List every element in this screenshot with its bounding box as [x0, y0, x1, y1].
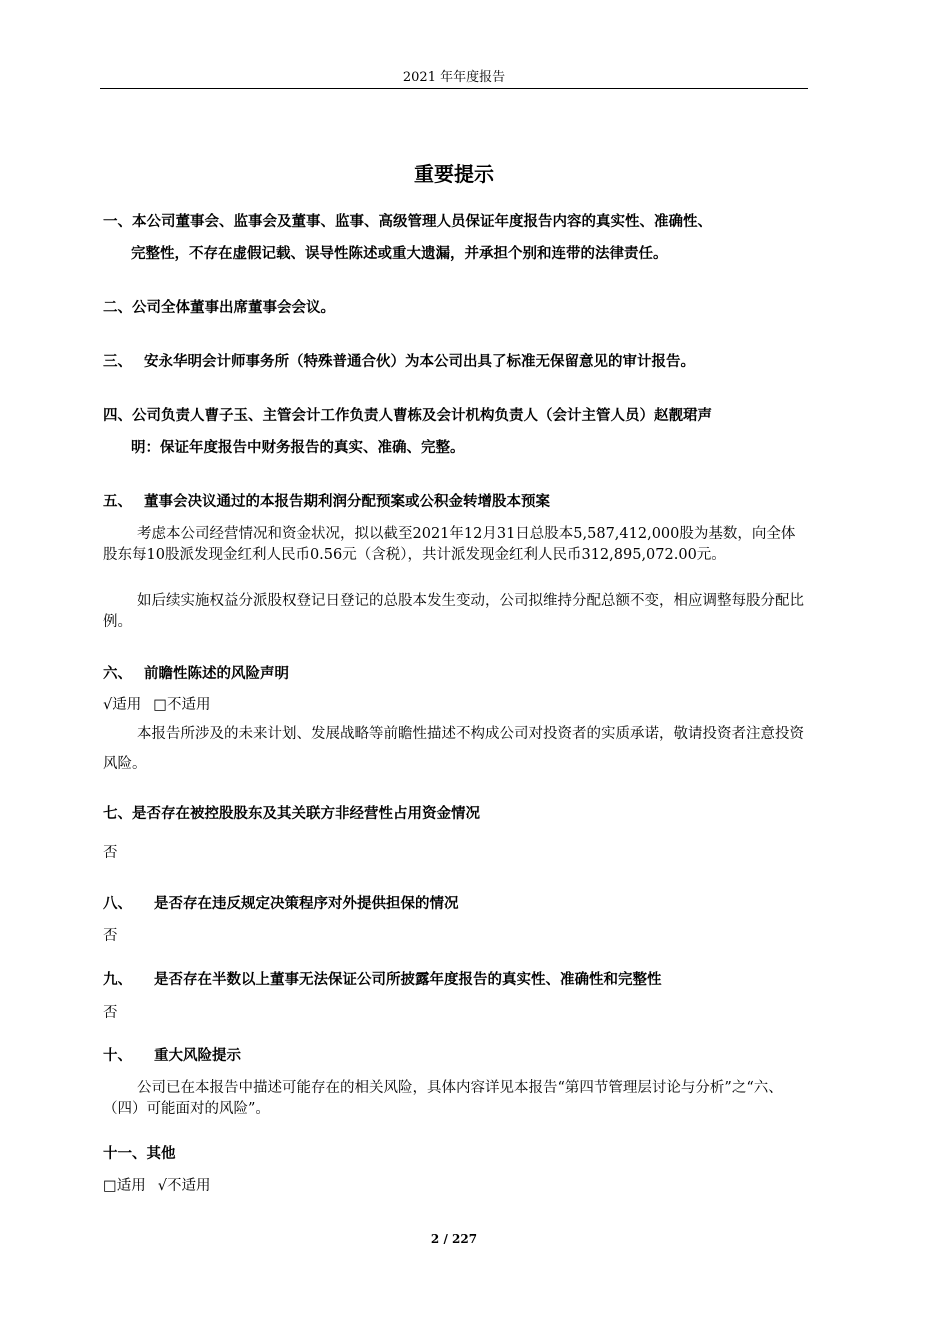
section-11-option-applicable: □适用	[103, 1178, 146, 1194]
section-10-title: 重大风险提示	[154, 1048, 241, 1064]
section-9-answer: 否	[103, 1005, 118, 1021]
section-2: 二、公司全体董事出席董事会会议。	[103, 300, 335, 316]
section-9-number: 九、	[103, 972, 132, 988]
section-1-line1: 一、本公司董事会、监事会及董事、监事、高级管理人员保证年度报告内容的真实性、准确性、	[103, 214, 712, 230]
section-4	[103, 400, 808, 464]
section-5-paragraph-1: 考虑本公司经营情况和资金状况，拟以截至2021年12月31日总股本5,587,412,000股为基数，向全体股东每10股派发现金红利人民币0.56元（含税），共计派发现金红利人民币312,895,072.00元。	[103, 526, 796, 563]
section-5-title: 董事会决议通过的本报告期利润分配预案或公积金转增股本预案	[144, 494, 550, 510]
page-header: 2021 年年度报告	[402, 70, 506, 85]
section-8-heading	[103, 888, 808, 920]
section-10-heading	[103, 1040, 808, 1072]
section-8-title: 是否存在违反规定决策程序对外提供担保的情况	[154, 896, 459, 912]
section-5-number: 五、	[103, 494, 132, 510]
doc-title: 重要提示	[414, 162, 494, 186]
section-7-answer: 否	[103, 845, 118, 861]
header-rule	[100, 88, 808, 89]
section-3-text: 安永华明会计师事务所（特殊普通合伙）为本公司出具了标准无保留意见的审计报告。	[144, 354, 695, 370]
page-number: 2 / 227	[430, 1232, 478, 1246]
section-6-option-not-applicable: □不适用	[153, 697, 211, 713]
section-9-title: 是否存在半数以上董事无法保证公司所披露年度报告的真实性、准确性和完整性	[154, 972, 662, 988]
section-6-option-applicable: √适用	[103, 697, 142, 713]
section-8-answer: 否	[103, 928, 118, 944]
section-6-heading	[103, 658, 808, 690]
section-10-number: 十、	[103, 1048, 132, 1064]
section-8-number: 八、	[103, 896, 132, 912]
section-5-heading	[103, 486, 808, 518]
section-6-paragraph: 本报告所涉及的未来计划、发展战略等前瞻性描述不构成公司对投资者的实质承诺，敬请投资者注意投资风险。	[103, 726, 804, 772]
section-4-line1: 四、公司负责人曹子玉、主管会计工作负责人曹栋及会计机构负责人（会计主管人员）赵靓珺声	[103, 408, 712, 424]
section-6-applicability	[103, 695, 808, 716]
section-11-option-not-applicable: √不适用	[157, 1178, 211, 1194]
section-1	[103, 206, 808, 270]
section-4-line2: 明：保证年度报告中财务报告的真实、准确、完整。	[131, 440, 465, 456]
section-11-applicability	[103, 1176, 808, 1197]
section-9-heading	[103, 964, 808, 996]
section-5-paragraph-2: 如后续实施权益分派股权登记日登记的总股本发生变动，公司拟维持分配总额不变，相应调整每股分配比例。	[103, 593, 804, 630]
section-7-heading: 七、是否存在被控股股东及其关联方非经营性占用资金情况	[103, 806, 480, 822]
section-1-line2: 完整性，不存在虚假记载、误导性陈述或重大遗漏，并承担个别和连带的法律责任。	[131, 246, 668, 262]
section-3	[103, 346, 808, 378]
section-3-number: 三、	[103, 354, 132, 370]
section-10-paragraph: 公司已在本报告中描述可能存在的相关风险，具体内容详见本报告“第四节管理层讨论与分析”之“六、（四）可能面对的风险”。	[103, 1080, 783, 1117]
section-11-heading: 十一、其他	[103, 1146, 176, 1162]
section-6-number: 六、	[103, 666, 132, 682]
section-6-title: 前瞻性陈述的风险声明	[144, 666, 289, 682]
